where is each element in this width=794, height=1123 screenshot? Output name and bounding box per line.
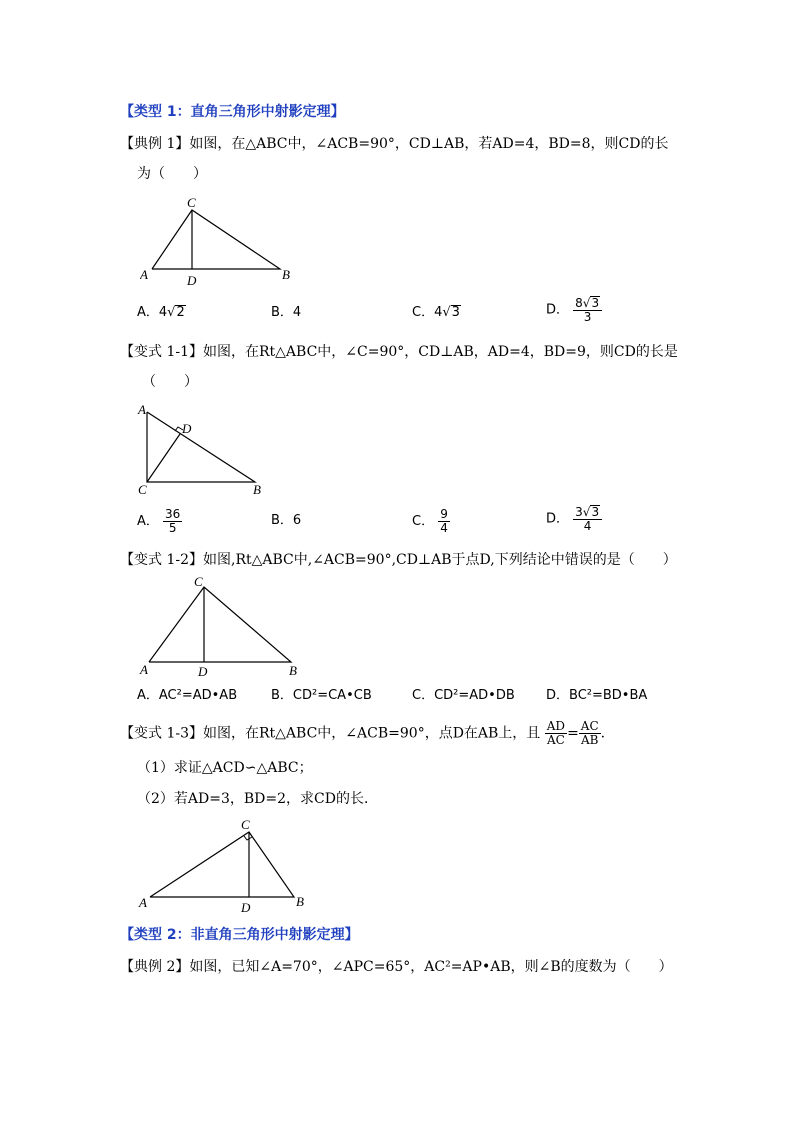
- label-b: B: [253, 482, 261, 497]
- variant12-text: [120, 551, 677, 569]
- variant12-tag: 【变式 1-2】: [120, 552, 203, 568]
- variant13-text: 【变式 1-3】如图，在Rt△ABC中，∠ACB=90°，点D在AB上，且 $\frac{AD}{AC}$ = $\frac{AC}{AB}$ .: [120, 719, 606, 747]
- label-b: B: [289, 663, 297, 678]
- example1-line2: 为（ ）: [137, 166, 207, 182]
- variant11-line2: （ ）: [142, 374, 198, 390]
- example1-tag: 【典例 1】: [120, 136, 190, 152]
- variant11-option-d[interactable]: D． $\frac{3√3}{4}$: [546, 505, 602, 533]
- example1-option-d[interactable]: D． $\frac{8√3}{3}$: [546, 296, 602, 324]
- label-c: C: [194, 574, 203, 589]
- variant13-tag: 【变式 1-3】: [120, 725, 203, 742]
- triangle-abc: [149, 587, 291, 662]
- variant12-option-c[interactable]: C．CD²=AD•DB: [412, 688, 515, 703]
- label-b: B: [282, 267, 290, 282]
- variant12-option-b[interactable]: B．CD²=CA•CB: [271, 688, 372, 703]
- variant11-option-c[interactable]: C． $\frac{9}{4}$: [412, 507, 448, 535]
- section-heading-type1: 【类型 1：直角三角形中射影定理】: [120, 104, 345, 120]
- section-heading-type2: 【类型 2：非直角三角形中射影定理】: [120, 927, 359, 943]
- label-c: C: [138, 482, 147, 497]
- triangle-abc: [147, 412, 255, 482]
- variant13-line1: 如图，在Rt△ABC中，∠ACB=90°，点D在AB上，且: [203, 725, 541, 742]
- triangle-abc: [152, 210, 280, 269]
- variant11-line1: 如图，在Rt△ABC中，∠C=90°，CD⊥AB，AD=4，BD=9，则CD的长是: [203, 344, 678, 360]
- fraction-ac-ab: $\frac{AC}{AB}$: [580, 719, 599, 747]
- variant11-tag: 【变式 1-1】: [120, 344, 203, 360]
- label-d: D: [198, 664, 208, 679]
- label-a: A: [138, 402, 146, 417]
- label-c: C: [187, 195, 196, 210]
- variant12-option-d[interactable]: D．BC²=BD•BA: [546, 688, 648, 703]
- example1-line1: 如图，在△ABC中，∠ACB=90°，CD⊥AB，若AD=4，BD=8，则CD的长: [189, 136, 669, 152]
- variant11-option-b[interactable]: B．6: [271, 513, 302, 528]
- variant12-line1: 如图,Rt△ABC中,∠ACB=90°,CD⊥AB于点D,下列结论中错误的是（ ）: [203, 552, 677, 568]
- variant11-option-a[interactable]: A． $\frac{36}{5}$: [137, 507, 181, 535]
- example1-text: [120, 135, 668, 153]
- example2-text: [120, 958, 673, 976]
- example2-line1: 如图，已知∠A=70°，∠APC=65°，AC²=AP•AB，则∠B的度数为（ ）: [189, 959, 673, 975]
- example1-option-a[interactable]: A．4√2: [137, 305, 185, 320]
- variant12-option-a[interactable]: A．AC²=AD•AB: [137, 688, 238, 703]
- label-b: B: [296, 894, 304, 909]
- example1-option-c[interactable]: C．4√3: [412, 305, 460, 320]
- variant12-figure: [137, 573, 307, 679]
- label-a: A: [140, 267, 148, 282]
- label-d: D: [241, 900, 251, 915]
- variant13-figure: [137, 815, 317, 915]
- example2-tag: 【典例 2】: [120, 959, 190, 975]
- example1-option-b[interactable]: B．4: [271, 305, 302, 320]
- triangle-abc: [150, 832, 294, 897]
- label-c: C: [241, 817, 250, 832]
- label-a: A: [139, 895, 147, 910]
- variant13-question2: （2）若AD=3，BD=2，求CD的长．: [137, 791, 378, 807]
- variant11-figure: [133, 398, 273, 498]
- altitude-cd: [147, 434, 180, 482]
- variant11-text: [120, 343, 678, 361]
- label-a: A: [140, 662, 148, 677]
- example1-figure: [140, 195, 300, 287]
- variant13-question1: （1）求证△ACD∽△ABC；: [137, 760, 313, 776]
- label-d: D: [182, 421, 192, 436]
- label-d: D: [187, 273, 197, 287]
- fraction-ad-ac: $\frac{AD}{AC}$: [546, 719, 566, 747]
- right-angle-mark: [244, 836, 252, 840]
